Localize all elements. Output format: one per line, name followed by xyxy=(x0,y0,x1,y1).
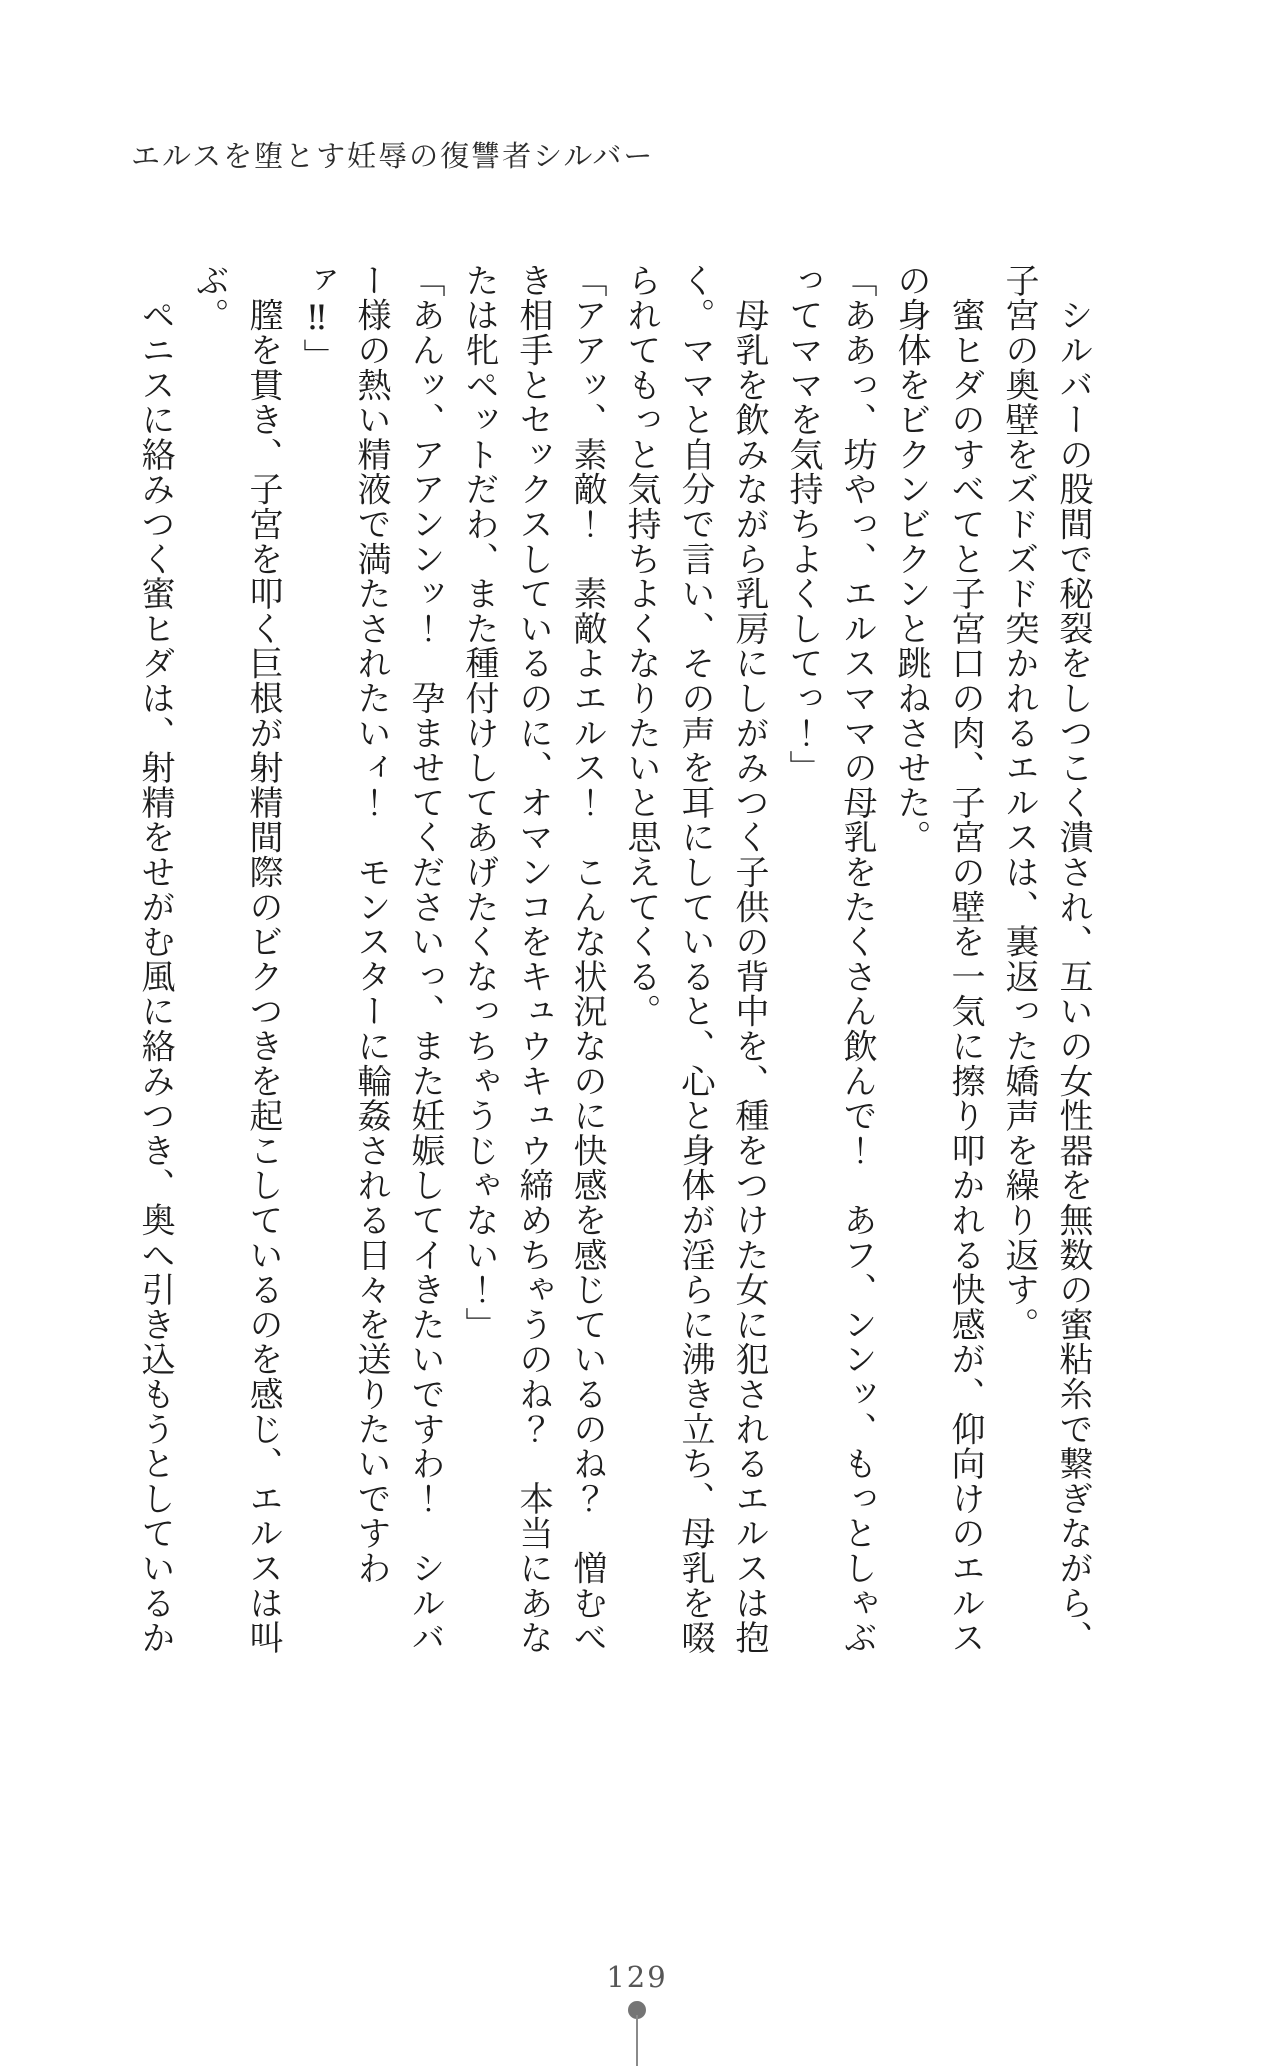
text-column: 「ああっ、坊やっ、エルスママの母乳をたくさん飲んで！ あフ、ンンッ、もっとしゃぶ xyxy=(837,263,877,1655)
text-column: ペニスに絡みつく蜜ヒダは、射精をせがむ風に絡みつき、奥へ引き込もうとしているか xyxy=(135,263,175,1655)
text-column: られてもっと気持ちよくなりたいと思えてくる。 xyxy=(621,263,661,1029)
text-column: 「あんッ、アアンンッ！ 孕ませてくださいっ、また妊娠してイきたいですわ！ シルバ xyxy=(405,263,445,1655)
text-column: く。ママと自分で言い、その声を耳にしていると、心と身体が淫らに沸き立ち、母乳を啜 xyxy=(675,263,715,1655)
text-column: き相手とセックスしているのに、オマンコをキュウキュウ締めちゃうのね？ 本当にあな xyxy=(513,263,553,1655)
text-column: 母乳を飲みながら乳房にしがみつく子供の背中を、種をつけた女に犯されるエルスは抱 xyxy=(729,263,769,1655)
page-number: 129 xyxy=(606,1960,668,1994)
text-column: たは牝ペットだわ、また種付けしてあげたくなっちゃうじゃない！」 xyxy=(459,263,499,1342)
text-column: ってママを気持ちよくしてっ！」 xyxy=(783,263,823,785)
text-column: ぶ。 xyxy=(189,263,229,333)
text-column: ー様の熱い精液で満たされたいィ！ モンスターに輪姦される日々を送りたいですわ xyxy=(351,263,391,1586)
body-text xyxy=(125,263,1100,1665)
text-column: の身体をビクンビクンと跳ねさせた。 xyxy=(891,263,931,855)
text-column: ァ‼」 xyxy=(297,263,337,374)
text-column: 子宮の奥壁をズドズド突かれるエルスは、裏返った嬌声を繰り返す。 xyxy=(999,263,1039,1342)
text-column: 膣を貫き、子宮を叩く巨根が射精間際のビクつきを起こしているのを感じ、エルスは叫 xyxy=(243,263,283,1655)
footer-line-ornament xyxy=(636,2015,638,2066)
text-column: 「アアッ、素敵！ 素敵よエルス！ こんな状況なのに快感を感じているのね？ 憎むべ xyxy=(567,263,607,1655)
text-column: 蜜ヒダのすべてと子宮口の肉、子宮の壁を一気に擦り叩かれる快感が、仰向けのエルス xyxy=(945,263,985,1655)
running-head: エルスを堕とす妊辱の復讐者シルバー xyxy=(131,139,655,173)
text-column: シルバーの股間で秘裂をしつこく潰され、互いの女性器を無数の蜜粘糸で繋ぎながら、 xyxy=(1053,263,1093,1655)
